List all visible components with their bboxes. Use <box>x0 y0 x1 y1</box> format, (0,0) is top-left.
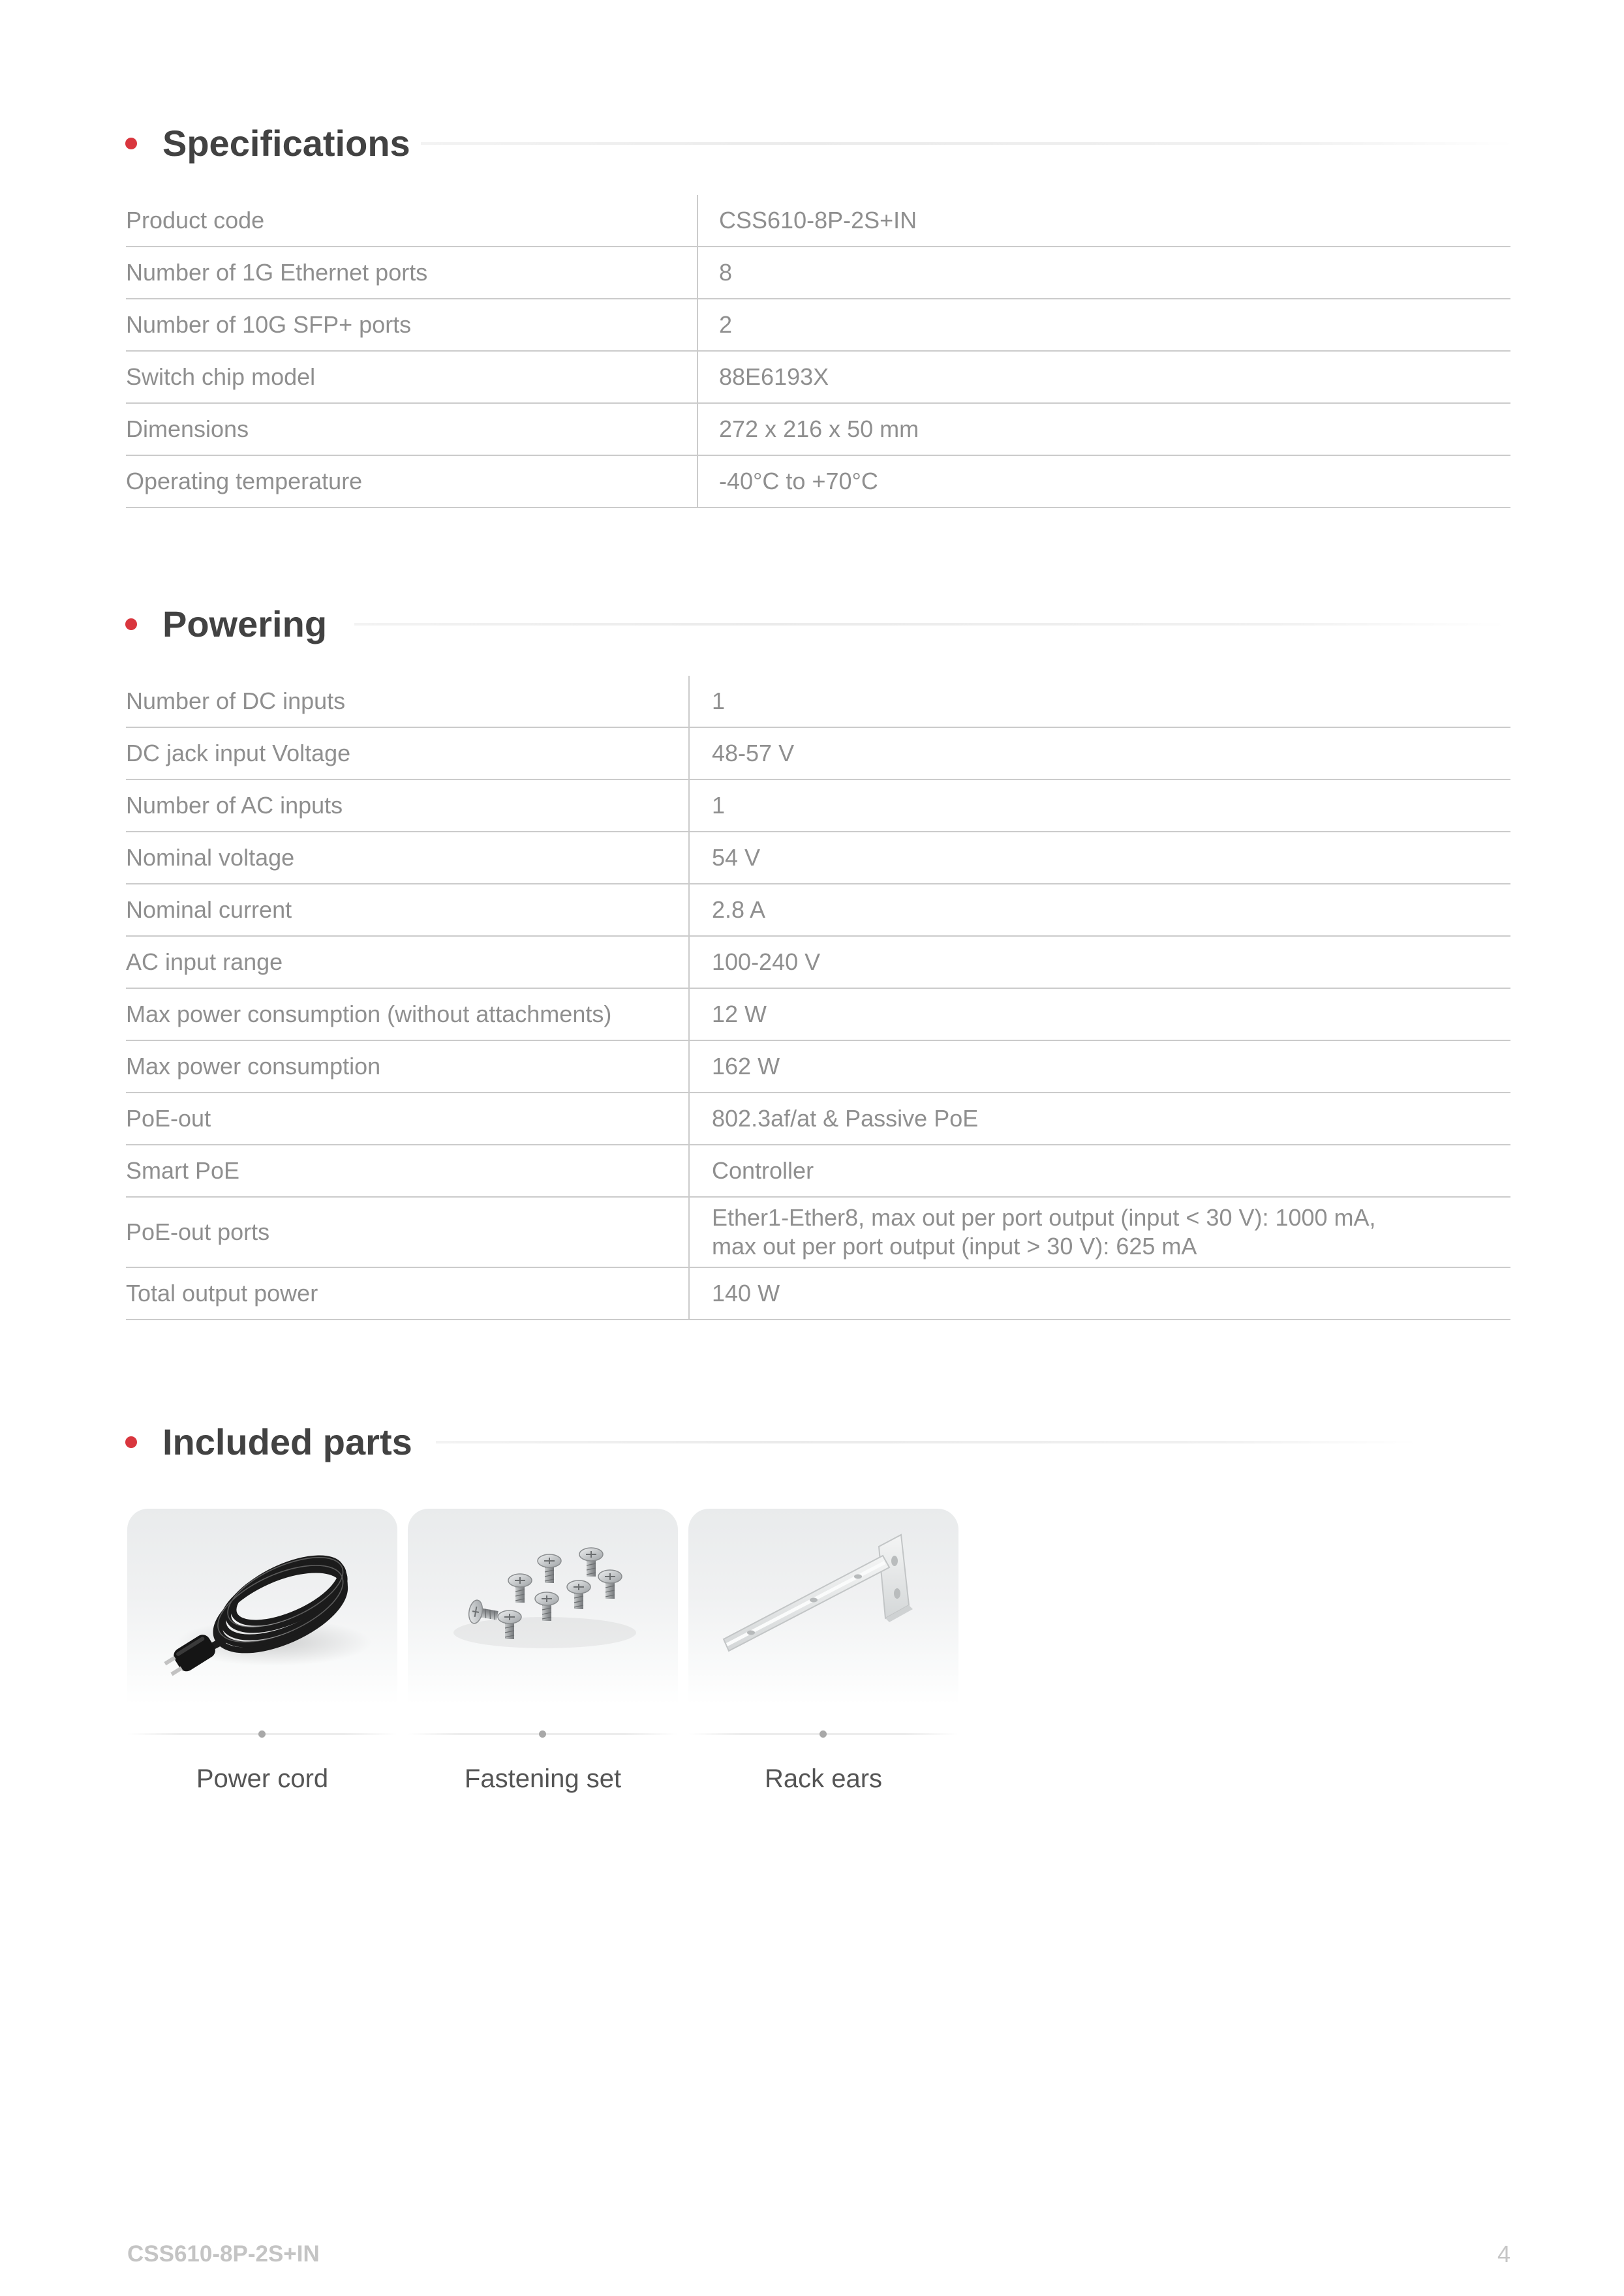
row-value: 8 <box>719 259 733 286</box>
table-row <box>126 676 1510 728</box>
row-value-line: max out per port output (input > 30 V): 625 mA <box>712 1233 1197 1260</box>
part-label: Rack ears <box>764 1764 883 1793</box>
included-parts-heading <box>125 1423 412 1462</box>
screw <box>535 1592 559 1621</box>
table-row <box>126 1041 1510 1093</box>
specifications-heading <box>125 124 410 163</box>
row-label: Product code <box>126 195 698 246</box>
table-row <box>126 299 1510 352</box>
screw <box>598 1570 622 1599</box>
row-label: Total output power <box>126 1268 690 1319</box>
fastening-screws-image <box>408 1509 678 1704</box>
row-label: Nominal current <box>126 884 690 935</box>
row-value <box>690 1198 1510 1267</box>
section-title: Specifications <box>162 123 410 164</box>
power-cord-image <box>127 1509 397 1704</box>
row-value: 2.8 A <box>712 896 766 923</box>
row-label: AC input range <box>126 937 690 988</box>
row-label: Smart PoE <box>126 1145 690 1196</box>
row-label: Number of DC inputs <box>126 676 690 727</box>
row-value: 12 W <box>712 1001 767 1027</box>
bullet-dot <box>125 138 137 149</box>
row-value-line: Ether1-Ether8, max out per port output (input < 30 V): 1000 mA, <box>712 1204 1376 1231</box>
heading-rule <box>436 1441 1417 1443</box>
section-title: Included parts <box>162 1421 412 1462</box>
table-row <box>126 1268 1510 1320</box>
table-row <box>126 247 1510 299</box>
row-label: Dimensions <box>126 404 698 455</box>
row-label: Max power consumption (without attachments) <box>126 989 690 1040</box>
table-row <box>126 832 1510 884</box>
page-number: 4 <box>1497 2241 1510 2267</box>
table-row <box>126 456 1510 508</box>
table-row <box>126 728 1510 780</box>
screw <box>538 1554 561 1583</box>
heading-rule <box>354 623 1506 626</box>
table-row <box>126 352 1510 404</box>
row-value: -40°C to +70°C <box>719 468 878 494</box>
footer-product-code: CSS610-8P-2S+IN <box>127 2241 320 2267</box>
screw <box>579 1548 603 1577</box>
row-value: 100-240 V <box>712 948 821 975</box>
specifications-table <box>126 195 1510 508</box>
table-row <box>126 404 1510 456</box>
part-dot <box>820 1730 827 1738</box>
row-label: Nominal voltage <box>126 832 690 883</box>
bullet-dot <box>125 1436 137 1448</box>
row-value: 2 <box>719 311 733 338</box>
table-row <box>126 1093 1510 1145</box>
part-card-power-cord <box>127 1509 397 1704</box>
rack-ear-image <box>688 1509 958 1704</box>
part-divider <box>408 1733 678 1735</box>
row-label: PoE-out ports <box>126 1198 690 1267</box>
row-value: 1 <box>712 687 726 714</box>
part-card-rack-ears <box>688 1509 958 1704</box>
row-label: Number of 1G Ethernet ports <box>126 247 698 298</box>
table-row <box>126 884 1510 937</box>
row-value: Controller <box>712 1157 814 1184</box>
powering-heading <box>125 605 327 644</box>
part-dot <box>539 1730 546 1738</box>
table-row <box>126 195 1510 247</box>
row-value: 1 <box>712 792 726 819</box>
row-label: PoE-out <box>126 1093 690 1144</box>
table-row <box>126 937 1510 989</box>
row-label: Switch chip model <box>126 352 698 402</box>
row-value: CSS610-8P-2S+IN <box>719 207 917 234</box>
part-card-fastening-set <box>408 1509 678 1704</box>
row-label: Number of AC inputs <box>126 780 690 831</box>
row-value: 162 W <box>712 1053 780 1080</box>
row-value: 272 x 216 x 50 mm <box>719 415 919 442</box>
table-row <box>126 989 1510 1041</box>
heading-rule <box>421 142 1514 145</box>
screw <box>508 1574 532 1603</box>
row-value: 54 V <box>712 844 761 871</box>
row-value: 48-57 V <box>712 740 795 766</box>
powering-table <box>126 676 1510 1320</box>
part-divider <box>688 1733 958 1735</box>
part-label: Power cord <box>196 1764 329 1793</box>
row-label: Operating temperature <box>126 456 698 507</box>
part-divider <box>127 1733 397 1735</box>
part-label: Fastening set <box>464 1764 622 1793</box>
row-value: 140 W <box>712 1280 780 1307</box>
row-value: 88E6193X <box>719 363 829 390</box>
table-row <box>126 780 1510 832</box>
table-row <box>126 1145 1510 1198</box>
row-label: Max power consumption <box>126 1041 690 1092</box>
row-value: 802.3af/at & Passive PoE <box>712 1105 979 1132</box>
screw <box>567 1580 590 1609</box>
row-label: Number of 10G SFP+ ports <box>126 299 698 350</box>
table-row <box>126 1198 1510 1268</box>
part-dot <box>258 1730 266 1738</box>
row-label: DC jack input Voltage <box>126 728 690 779</box>
section-title: Powering <box>162 603 328 644</box>
bullet-dot <box>125 618 137 630</box>
